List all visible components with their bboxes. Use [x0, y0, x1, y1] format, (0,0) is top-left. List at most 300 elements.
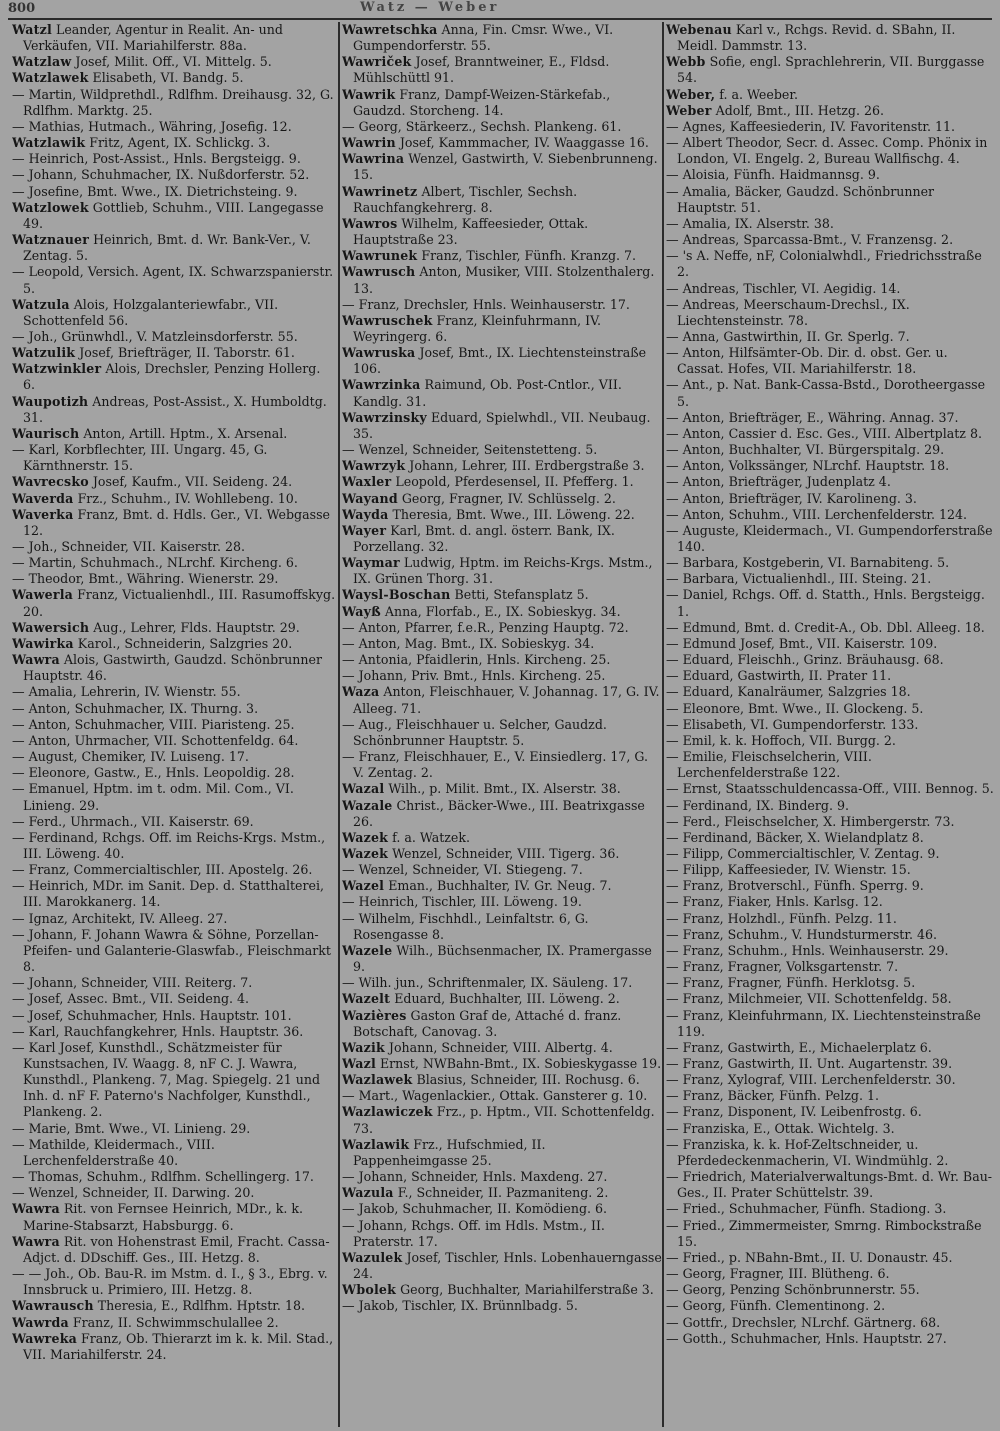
directory-entry	[342, 975, 662, 991]
entry-text: — Martin, Schuhmach., NLrchf. Kircheng. 6.	[12, 555, 298, 571]
directory-entry	[12, 862, 336, 878]
directory-entry	[12, 781, 336, 813]
entry-text: — Wilh. jun., Schriftenmaler, IX. Säuleng. 17.	[342, 975, 633, 991]
entry-text: Josef, Branntweiner, E., Fldsd. Mühlschüttl 91.	[353, 54, 610, 86]
entry-text: Alois, Holzgalanteriewfabr., VII. Schottenfeld 56.	[23, 296, 279, 328]
entry-text: Wenzel, Gastwirth, V. Siebenbrunneng. 15.	[353, 151, 658, 183]
entry-surname: Wayand	[342, 490, 398, 506]
directory-entry	[666, 555, 994, 571]
directory-entry	[12, 555, 336, 571]
entry-text: — Andreas, Tischler, VI. Aegidig. 14.	[666, 280, 901, 296]
entry-text: Josef, Kaufm., VII. Seideng. 24.	[92, 474, 293, 490]
directory-entry	[342, 1088, 662, 1104]
entry-text: — Agnes, Kaffeesiederin, IV. Favoritenstr. 11.	[666, 118, 956, 134]
entry-text: — Anton, Briefträger, IV. Karolineng. 3.	[666, 490, 917, 506]
directory-entry	[666, 135, 994, 167]
entry-text: Josef, Tischler, Hnls. Lobenhauerngasse 24.	[353, 1249, 662, 1282]
entry-text: Eduard, Buchhalter, III. Löweng. 2.	[394, 991, 620, 1007]
entry-text: — Franz, Holzhdl., Fünfh. Pelzg. 11.	[666, 910, 897, 926]
directory-entry	[12, 442, 336, 474]
entry-text: — Ferdinand, IX. Binderg. 9.	[666, 797, 849, 813]
directory-entry	[342, 1072, 662, 1088]
entry-text: — Franziska, E., Ottak. Wichtelg. 3.	[666, 1120, 895, 1136]
entry-surname: Wawros	[342, 215, 398, 231]
directory-entry	[12, 1298, 336, 1314]
entry-text: Eduard, Spielwhdl., VII. Neubaug. 35.	[353, 409, 651, 441]
column-left	[12, 22, 336, 1427]
directory-entry	[342, 474, 662, 490]
entry-surname: Wawruska	[342, 345, 416, 361]
entry-text: Anton, Fleischhauer, V. Johannag. 17, G. IV. Alleeg. 71.	[353, 684, 660, 716]
entry-surname: Watzulik	[12, 345, 76, 361]
directory-entry	[342, 1040, 662, 1056]
directory-entry	[12, 1201, 336, 1233]
directory-entry	[342, 87, 662, 119]
directory-entry	[12, 1169, 336, 1185]
entry-text: — Andreas, Sparcassa-Bmt., V. Franzensg. 2.	[666, 232, 954, 248]
directory-entry	[342, 119, 662, 135]
directory-entry	[666, 717, 994, 733]
entry-text: — Jakob, Tischler, IX. Brünnlbadg. 5.	[342, 1298, 578, 1314]
entry-text: — Anton, Schuhm., VIII. Lerchenfelderstr. 124.	[666, 506, 968, 522]
directory-entry	[666, 54, 994, 86]
entry-surname: Wawrda	[12, 1314, 69, 1330]
directory-entry	[12, 765, 336, 781]
entry-text: Adolf, Bmt., III. Hetzg. 26.	[715, 102, 885, 118]
directory-entry	[342, 717, 662, 749]
directory-entry	[666, 878, 994, 894]
entry-text: — Franz, Milchmeier, VII. Schottenfeldg. 58.	[666, 991, 952, 1007]
directory-entry	[666, 636, 994, 652]
directory-entry	[666, 232, 994, 248]
entry-text: — Theodor, Bmt., Währing. Wienerstr. 29.	[12, 571, 279, 587]
entry-text: Josef, Briefträger, II. Taborstr. 61.	[79, 345, 295, 361]
directory-entry	[342, 668, 662, 684]
directory-entry	[12, 119, 336, 135]
directory-entry	[12, 927, 336, 975]
entry-text: — Mart., Wagenlackier., Ottak. Gansterer g. 10.	[342, 1088, 648, 1104]
entry-text: Franz, Dampf-Weizen-Stärkefab., Gaudzd. Storcheng. 14.	[353, 86, 611, 118]
directory-entry	[342, 345, 662, 377]
entry-surname: Wazel	[342, 878, 385, 894]
directory-entry	[666, 458, 994, 474]
running-head: Watz — Weber	[360, 0, 500, 15]
entry-text: — Franz, Fleischhauer, E., V. Einsiedlerg. 17, G. V. Zentag. 2.	[342, 749, 648, 781]
entry-text: Gottlieb, Schuhm., VIII. Langegasse 49.	[23, 199, 324, 231]
directory-entry	[666, 733, 994, 749]
directory-entry	[342, 1169, 662, 1185]
entry-text: — Amalia, Bäcker, Gaudzd. Schönbrunner Hauptstr. 51.	[666, 183, 935, 215]
entry-text: Rit. von Hohenstrast Emil, Fracht. Cassa-Adjct. d. DDschiff. Ges., III. Hetzg. 8.	[23, 1233, 330, 1265]
directory-entry	[666, 1282, 994, 1298]
entry-text: — Friedrich, Materialverwaltungs-Bmt. d. Wr. Bau-Ges., II. Prater Schüttelstr. 39.	[666, 1169, 993, 1201]
directory-entry	[12, 1315, 336, 1331]
directory-entry	[666, 1250, 994, 1266]
entry-text: — Mathilde, Kleidermach., VIII. Lerchenfelderstraße 40.	[12, 1136, 215, 1168]
directory-entry	[12, 911, 336, 927]
entry-text: — Fried., p. NBahn-Bmt., II. U. Donaustr. 45.	[666, 1249, 953, 1265]
entry-text: — Elisabeth, VI. Gumpendorferstr. 133.	[666, 716, 919, 732]
entry-surname: Wayda	[342, 506, 389, 522]
entry-surname: Wawrin	[342, 135, 396, 151]
directory-entry	[12, 426, 336, 442]
directory-entry	[666, 894, 994, 910]
entry-surname: Weber	[666, 102, 712, 118]
entry-surname: Watzwinkler	[12, 361, 102, 377]
entry-text: — 's A. Neffe, nF, Colonialwhdl., Friedrichsstraße 2.	[666, 248, 982, 280]
entry-text: — Franz, Bäcker, Fünfh. Pelzg. 1.	[666, 1088, 880, 1104]
entry-surname: Waza	[342, 684, 380, 700]
directory-entry	[342, 555, 662, 587]
entry-text: — Heinrich, MDr. im Sanit. Dep. d. Statthalterei, III. Marokkanerg. 14.	[12, 878, 325, 910]
entry-text: — Franz, Fragner, Fünfh. Herklotsg. 5.	[666, 975, 916, 991]
directory-entry	[12, 636, 336, 652]
entry-surname: Wazlawik	[342, 1136, 410, 1152]
entry-text: Albert, Tischler, Sechsh. Rauchfangkehrerg. 8.	[353, 183, 578, 215]
entry-surname: Wazelt	[342, 991, 391, 1007]
entry-text: Ernst, NWBahn-Bmt., IX. Sobieskygasse 19.	[379, 1056, 662, 1071]
directory-entry	[12, 975, 336, 991]
entry-text: Andreas, Post-Assist., X. Humboldtg. 31.	[23, 393, 327, 425]
directory-entry	[666, 701, 994, 717]
directory-entry	[12, 814, 336, 830]
directory-entry	[342, 442, 662, 458]
directory-entry	[666, 297, 994, 329]
directory-entry	[12, 167, 336, 183]
entry-text: — Karl, Rauchfangkehrer, Hnls. Hauptstr. 36.	[12, 1023, 304, 1039]
directory-entry	[666, 1169, 994, 1201]
entry-surname: Wawrzyk	[342, 458, 406, 474]
directory-entry	[342, 1298, 662, 1314]
entry-text: Rit. von Fernsee Heinrich, MDr., k. k. Marine-Stabsarzt, Habsburgg. 6.	[23, 1201, 303, 1233]
entry-text: — Franz, Commercialtischler, III. Apostelg. 26.	[12, 862, 313, 878]
column-middle	[342, 22, 662, 1427]
directory-entry	[12, 717, 336, 733]
entry-surname: Wawreka	[12, 1330, 77, 1346]
entry-text: Franz, Tischler, Fünfh. Kranzg. 7.	[421, 248, 637, 264]
entry-text: — Wenzel, Schneider, Seitenstetteng. 5.	[342, 442, 598, 458]
entry-surname: Wawra	[12, 1233, 60, 1249]
directory-entry	[666, 991, 994, 1007]
entry-text: Wilh., Büchsenmacher, IX. Pramergasse 9.	[353, 942, 652, 975]
entry-surname: Wazele	[342, 942, 393, 958]
entry-text: — Franz, Gastwirth, E., Michaelerplatz 6.	[666, 1039, 932, 1055]
directory-entry	[342, 1250, 662, 1282]
entry-surname: Wawrina	[342, 151, 405, 167]
directory-entry	[666, 684, 994, 700]
entry-text: — Georg, Fragner, III. Blütheng. 6.	[666, 1266, 890, 1282]
entry-text: — Anton, Schuhmacher, IX. Thurng. 3.	[12, 700, 259, 716]
entry-text: Alois, Drechsler, Penzing Hollerg. 6.	[23, 361, 321, 393]
header-rule	[8, 18, 992, 20]
directory-entry	[12, 749, 336, 765]
entry-text: F., Schneider, II. Pazmaniteng. 2.	[397, 1185, 609, 1201]
entry-surname: Waymar	[342, 555, 400, 571]
directory-entry	[342, 523, 662, 555]
directory-entry	[666, 507, 994, 523]
directory-entry	[666, 1331, 994, 1347]
directory-entry	[666, 927, 994, 943]
directory-entry	[12, 878, 336, 910]
directory-entry	[666, 442, 994, 458]
entry-text: — Johann, Rchgs. Off. im Hdls. Mstm., II. Praterstr. 17.	[342, 1217, 605, 1249]
entry-surname: Wazale	[342, 797, 393, 813]
directory-entry	[12, 22, 336, 54]
directory-entry	[666, 1266, 994, 1282]
entry-text: — Eduard, Gastwirth, II. Prater 11.	[666, 668, 892, 684]
entry-text: — Albert Theodor, Secr. d. Assec. Comp. Phönix in London, VI. Engelg. 2, Bureau Wallfischg. 4.	[666, 135, 988, 167]
directory-entry	[342, 749, 662, 781]
column-right	[666, 22, 994, 1427]
entry-text: — Amalia, IX. Alserstr. 38.	[666, 215, 834, 231]
directory-entry	[666, 103, 994, 119]
directory-entry	[666, 1298, 994, 1314]
directory-entry	[666, 1008, 994, 1040]
column-divider-left	[338, 22, 340, 1427]
entry-text: — Edmund, Bmt. d. Credit-A., Ob. Dbl. Alleeg. 18.	[666, 619, 985, 635]
entry-text: Anton, Artill. Hptm., X. Arsenal.	[83, 425, 288, 441]
entry-text: — Franz, Disponent, IV. Leibenfrostg. 6.	[666, 1104, 922, 1120]
entry-text: — Leopold, Versich. Agent, IX. Schwarzspanierstr. 5.	[12, 264, 334, 296]
entry-text: — Anton, Schuhmacher, VIII. Piaristeng. 25.	[12, 716, 295, 732]
directory-entry	[666, 1088, 994, 1104]
entry-text: — August, Chemiker, IV. Luiseng. 17.	[12, 749, 249, 765]
directory-entry	[666, 426, 994, 442]
entry-text: Wilh., p. Milit. Bmt., IX. Alserstr. 38.	[388, 781, 621, 797]
directory-entry	[666, 248, 994, 280]
directory-entry	[342, 377, 662, 409]
directory-entry	[342, 216, 662, 248]
entry-text: Frz., Hufschmied, II. Pappenheimgasse 25.	[353, 1136, 546, 1168]
entry-surname: Wawrausch	[12, 1298, 94, 1314]
entry-text: — Wenzel, Schneider, VI. Stiegeng. 7.	[342, 862, 583, 878]
directory-entry	[666, 329, 994, 345]
column-divider-right	[662, 22, 664, 1427]
directory-entry	[12, 1266, 336, 1298]
directory-entry	[12, 507, 336, 539]
entry-text: Georg, Fragner, IV. Schlüsselg. 2.	[401, 490, 616, 506]
entry-text: Josef, Milit. Off., VI. Mittelg. 5.	[75, 54, 272, 70]
entry-text: — Emanuel, Hptm. im t. odm. Mil. Com., VI. Linieng. 29.	[12, 781, 294, 813]
directory-entry	[12, 1137, 336, 1169]
directory-entry	[12, 264, 336, 296]
entry-text: — Franziska, k. k. Hof-Zeltschneider, u. Pferdedeckenmacherin, VI. Windmühlg. 2.	[666, 1136, 949, 1168]
directory-entry	[342, 943, 662, 975]
page-number: 800	[8, 1, 36, 16]
entry-text: Johann, Schneider, VIII. Albertg. 4.	[388, 1039, 613, 1055]
entry-text: — Fried., Zimmermeister, Smrng. Rimbockstraße 15.	[666, 1217, 982, 1249]
directory-entry	[342, 54, 662, 86]
entry-text: Anna, Florfab., E., IX. Sobieskyg. 34.	[384, 603, 621, 619]
entry-surname: Wazières	[342, 1007, 407, 1023]
entry-surname: Watzlaw	[12, 54, 72, 70]
entry-text: — Filipp, Kaffeesieder, IV. Wienstr. 15.	[666, 862, 911, 878]
entry-text: — Georg, Penzing Schönbrunnerstr. 55.	[666, 1282, 920, 1298]
entry-surname: Wawrusch	[342, 264, 416, 280]
directory-entry	[342, 1185, 662, 1201]
directory-entry	[12, 1024, 336, 1040]
entry-text: Elisabeth, VI. Bandg. 5.	[92, 70, 244, 86]
directory-entry	[12, 620, 336, 636]
directory-entry	[666, 959, 994, 975]
entry-text: Eman., Buchhalter, IV. Gr. Neug. 7.	[388, 878, 612, 894]
directory-entry	[342, 587, 662, 603]
entry-text: — Josef, Assec. Bmt., VII. Seideng. 4.	[12, 991, 250, 1007]
entry-text: Alois, Gastwirth, Gaudzd. Schönbrunner Hauptstr. 46.	[23, 652, 322, 684]
entry-text: — Marie, Bmt. Wwe., VI. Linieng. 29.	[12, 1120, 251, 1136]
directory-entry	[12, 232, 336, 264]
entry-text: — Wilhelm, Fischhdl., Leinfaltstr. 6, G. Rosengasse 8.	[342, 910, 589, 942]
entry-text: — Ferdinand, Bäcker, X. Wielandplatz 8.	[666, 829, 924, 845]
entry-text: Franz, Ob. Thierarzt im k. k. Mil. Stad., VII. Mariahilferstr. 24.	[23, 1330, 334, 1362]
directory-entry	[12, 1234, 336, 1266]
directory-entry	[666, 749, 994, 781]
directory-entry	[666, 798, 994, 814]
directory-entry	[342, 1056, 662, 1072]
entry-surname: Wawretschka	[342, 22, 438, 37]
entry-text: — Barbara, Kostgeberin, VI. Barnabiteng. 5.	[666, 555, 950, 571]
entry-text: Franz, Victualienhdl., III. Rasumoffskyg. 20.	[23, 587, 336, 619]
entry-text: — Anton, Volkssänger, NLrchf. Hauptstr. 18.	[666, 458, 950, 474]
entry-text: — Heinrich, Tischler, III. Löweng. 19.	[342, 894, 582, 910]
entry-surname: Wazlawiczek	[342, 1104, 433, 1120]
entry-text: Anton, Musiker, VIII. Stolzenthalerg. 13.	[353, 264, 655, 296]
entry-text: f. a. Watzek.	[392, 829, 470, 845]
entry-text: — Mathias, Hutmach., Währing, Josefig. 12.	[12, 118, 292, 134]
entry-text: Fritz, Agent, IX. Schlickg. 3.	[89, 135, 271, 151]
entry-text: — Anton, Buchhalter, VI. Bürgerspitalg. 29.	[666, 442, 945, 458]
entry-text: — Johann, Schneider, Hnls. Maxdeng. 27.	[342, 1169, 608, 1185]
entry-surname: Wazik	[342, 1039, 385, 1055]
directory-entry	[342, 1008, 662, 1040]
entry-text: Christ., Bäcker-Wwe., III. Beatrixgasse 26.	[353, 797, 645, 829]
directory-entry	[342, 1218, 662, 1250]
entry-text: — Franz, Fiaker, Hnls. Karlsg. 12.	[666, 894, 883, 910]
page-header	[0, 0, 1000, 22]
entry-text: — Ant., p. Nat. Bank-Cassa-Bstd., Dorotheergasse 5.	[666, 377, 986, 409]
directory-entry	[12, 1040, 336, 1121]
directory-entry	[666, 1121, 994, 1137]
directory-entry	[342, 507, 662, 523]
directory-entry	[12, 474, 336, 490]
entry-surname: Wazulek	[342, 1249, 403, 1265]
entry-text: — Martin, Wildprethdl., Rdlfhm. Dreihausg. 32, G. Rdlfhm. Marktg. 25.	[12, 86, 334, 118]
directory-entry	[12, 184, 336, 200]
directory-entry	[666, 1218, 994, 1250]
entry-text: Frz., p. Hptm., VII. Schottenfeldg. 73.	[353, 1104, 655, 1136]
entry-text: Theresia, Bmt. Wwe., III. Löweng. 22.	[392, 506, 635, 522]
entry-text: Karol., Schneiderin, Salzgries 20.	[77, 635, 293, 651]
directory-entry	[342, 798, 662, 830]
directory-entry	[12, 297, 336, 329]
directory-entry	[342, 862, 662, 878]
directory-entry	[342, 313, 662, 345]
entry-text: Franz, II. Schwimmschulallee 2.	[72, 1314, 279, 1330]
directory-entry	[666, 846, 994, 862]
entry-text: Karl, Bmt. d. angl. österr. Bank, IX. Porzellang. 32.	[353, 522, 615, 554]
entry-text: — Eleonore, Gastw., E., Hnls. Leopoldig. 28.	[12, 765, 295, 781]
directory-entry	[342, 830, 662, 846]
directory-entry	[12, 571, 336, 587]
entry-surname: Wawrzinka	[342, 377, 421, 393]
entry-text: — Johann, F. Johann Wawra & Söhne, Porzellan-Pfeifen- und Galanterie-Glaswfab., Fleischmarkt 8.	[12, 926, 331, 975]
directory-entry	[342, 878, 662, 894]
directory-entry	[666, 87, 994, 103]
directory-entry	[666, 167, 994, 183]
entry-surname: Waverka	[12, 506, 74, 522]
entry-text: Theresia, E., Rdlfhm. Hptstr. 18.	[97, 1298, 305, 1314]
entry-text: — Franz, Kleinfuhrmann, IX. Liechtensteinstraße 119.	[666, 1007, 981, 1039]
directory-entry	[12, 539, 336, 555]
directory-entry	[342, 458, 662, 474]
entry-text: — Johann, Priv. Bmt., Hnls. Kircheng. 25.	[342, 668, 606, 684]
directory-entry	[666, 523, 994, 555]
directory-entry	[342, 684, 662, 716]
directory-entry	[12, 70, 336, 86]
entry-text: — Franz, Drechsler, Hnls. Weinhauserstr. 17.	[342, 296, 630, 312]
entry-text: — Barbara, Victualienhdl., III. Steing. 21.	[666, 571, 932, 587]
directory-entry	[12, 200, 336, 232]
entry-text: — Georg, Fünfh. Clementinong. 2.	[666, 1298, 886, 1314]
entry-surname: Watzl	[12, 22, 52, 37]
entry-surname: Wawirka	[12, 635, 74, 651]
entry-text: — Eduard, Kanalräumer, Salzgries 18.	[666, 684, 911, 700]
directory-entry	[342, 264, 662, 296]
entry-text: — Ferdinand, Rchgs. Off. im Reichs-Krgs. Mstm., III. Löweng. 40.	[12, 829, 326, 861]
entry-text: — Emil, k. k. Hoffoch, VII. Burgg. 2.	[666, 732, 896, 748]
directory-entry	[666, 1315, 994, 1331]
entry-surname: Wawrik	[342, 86, 396, 102]
entry-text: — Ferd., Fleischselcher, X. Himbergerstr. 73.	[666, 813, 955, 829]
entry-text: — Andreas, Meerschaum-Drechsl., IX. Liechtensteinstr. 78.	[666, 296, 910, 328]
entry-text: — Filipp, Commercialtischler, V. Zentag. 9.	[666, 845, 940, 861]
entry-text: — Fried., Schuhmacher, Fünfh. Stadiong. 3.	[666, 1201, 947, 1217]
entry-text: — Franz, Gastwirth, II. Unt. Augartenstr. 39.	[666, 1056, 953, 1071]
entry-text: Georg, Buchhalter, Mariahilferstraße 3.	[400, 1282, 654, 1298]
directory-entry	[666, 975, 994, 991]
directory-entry	[666, 410, 994, 426]
entry-text: — Aug., Fleischhauer u. Selcher, Gaudzd. Schönbrunner Hauptstr. 5.	[342, 716, 607, 748]
directory-entry	[666, 571, 994, 587]
entry-text: — Karl, Korbflechter, III. Ungarg. 45, G. Kärnthnerstr. 15.	[12, 442, 268, 474]
entry-surname: Waverda	[12, 490, 74, 506]
directory-entry	[666, 119, 994, 135]
entry-text: Wenzel, Schneider, VIII. Tigerg. 36.	[392, 845, 620, 861]
entry-surname: Wawra	[12, 1201, 60, 1217]
directory-entry	[12, 491, 336, 507]
directory-entry	[12, 54, 336, 70]
entry-surname: Wazula	[342, 1185, 394, 1201]
entry-text: Karl v., Rchgs. Revid. d. SBahn, II. Meidl. Dammstr. 13.	[677, 22, 956, 54]
entry-surname: Wazek	[342, 845, 389, 861]
entry-surname: Watznauer	[12, 232, 90, 248]
directory-entry	[12, 1185, 336, 1201]
directory-entry	[342, 652, 662, 668]
entry-text: — Anton, Briefträger, Judenplatz 4.	[666, 474, 891, 490]
directory-entry	[666, 345, 994, 377]
entry-text: — Antonia, Pfaidlerin, Hnls. Kircheng. 25.	[342, 652, 611, 668]
entry-text: — Anton, Briefträger, E., Währing. Annag. 37.	[666, 409, 959, 425]
entry-surname: Wawrinetz	[342, 183, 418, 199]
entry-surname: Wayß	[342, 603, 381, 619]
entry-text: Ludwig, Hptm. im Reichs-Krgs. Mstm., IX. Grünen Thorg. 31.	[353, 555, 653, 587]
entry-surname: Wazek	[342, 829, 389, 845]
entry-text: Frz., Schuhm., IV. Wohllebeng. 10.	[77, 490, 298, 506]
directory-entry	[666, 943, 994, 959]
entry-text: Leander, Agentur in Realit. An- und Verkäufen, VII. Mariahilferstr. 88a.	[23, 22, 283, 54]
directory-entry	[342, 894, 662, 910]
entry-text: — Anton, Hilfsämter-Ob. Dir. d. obst. Ger. u. Cassat. Hofes, VII. Mariahilferstr. 18.	[666, 345, 948, 377]
